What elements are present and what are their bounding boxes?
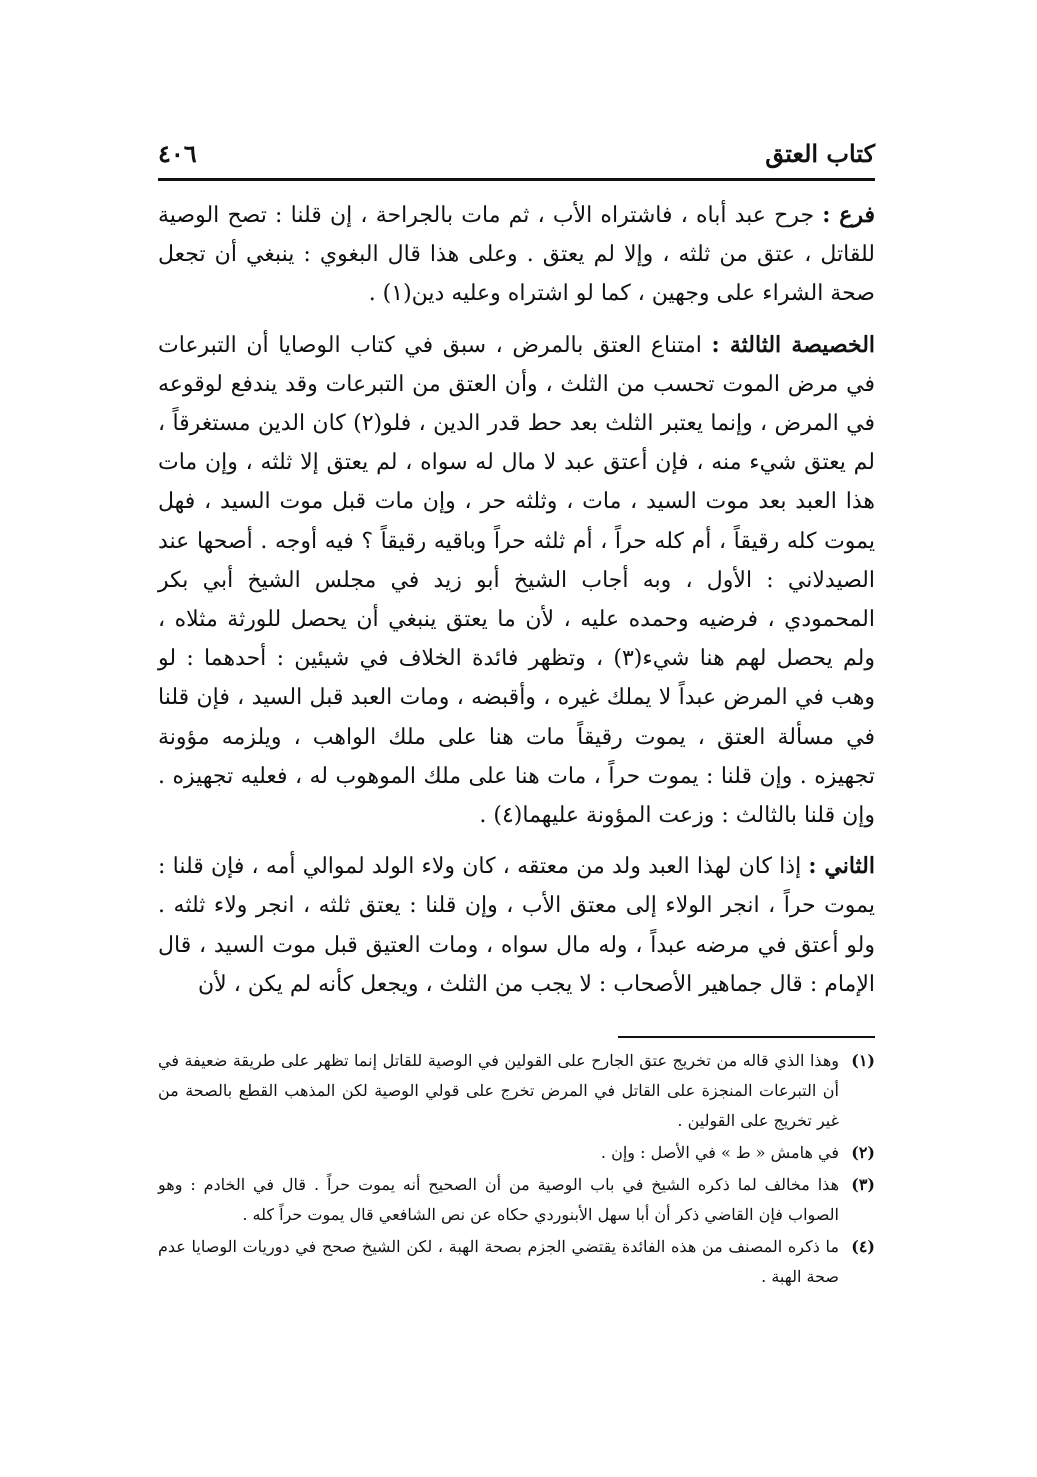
paragraph-text: جرح عبد أباه ، فاشتراه الأب ، ثم مات بالجراحة ، إن قلنا : تصح الوصية للقاتل ، عتق من ثلثه ، وإلا لم يعتق . وعلى هذا قال البغوي : ينبغي أن تجعل صحة الشراء على وجهين ، كما لو اشتراه وعليه دين(١) .	[158, 203, 875, 307]
page-header	[158, 133, 875, 173]
footnote	[158, 1170, 875, 1230]
paragraph-lead: الخصيصة الثالثة :	[711, 331, 876, 358]
footnote-text: في هامش « ط » في الأصل : وإن .	[600, 1143, 839, 1162]
footnote	[158, 1046, 875, 1136]
footnote	[158, 1232, 875, 1292]
footnote-number: (٣)	[851, 1175, 875, 1194]
footnote-number: (٢)	[851, 1143, 875, 1162]
paragraph-third-feature	[158, 326, 875, 836]
header-divider	[158, 178, 875, 181]
footnote-number: (١)	[851, 1051, 875, 1070]
footnote-text: ما ذكره المصنف من هذه الفائدة يقتضي الجزم بصحة الهبة ، لكن الشيخ صحح في دوريات الوصايا عدم صحة الهبة .	[158, 1237, 839, 1286]
running-title: كتاب العتق	[765, 139, 875, 168]
paragraph-text: امتناع العتق بالمرض ، سبق في كتاب الوصايا أن التبرعات في مرض الموت تحسب من الثلث ، وأن العتق من التبرعات وقد يندفع لوقوعه في المرض ، وإنما يعتبر الثلث بعد حط قدر الدين ، فلو(٢) كان الدين مستغرقاً ، لم يعتق شيء منه ، فإن أعتق عبد لا مال له سواه ، لم يعتق إلا ثلثه ، وإن مات هذا العبد بعد موت السيد ، مات ، وثلثه حر ، وإن مات قبل موت السيد ، فهل يموت كله رقيقاً ، أم كله حراً ، أم ثلثه حراً وباقيه رقيقاً ؟ فيه أوجه . أصحها عند الصيدلاني : الأول ، وبه أجاب الشيخ أبو زيد في مجلس الشيخ أبي بكر المحمودي ، فرضيه وحمده عليه ، لأن ما يعتق ينبغي أن يحصل للورثة مثلاه ، ولم يحصل لهم هنا شيء(٣) ، وتظهر فائدة الخلاف في شيئين : أحدهما : لو وهب في المرض عبداً لا يملك غيره ، وأقبضه ، ومات العبد قبل السيد ، فإن قلنا في مسألة العتق ، يموت رقيقاً مات هنا على ملك الواهب ، ويلزمه مؤونة تجهيزه . وإن قلنا : يموت حراً ، مات هنا على ملك الموهوب له ، فعليه تجهيزه . وإن قلنا بالثالث : وزعت المؤونة عليهما(٤) .	[158, 332, 875, 829]
main-text	[158, 196, 875, 1004]
footnote	[158, 1138, 875, 1168]
paragraph-branch	[158, 196, 875, 314]
paragraph-text: إذا كان لهذا العبد ولد من معتقه ، كان ولاء الولد لموالي أمه ، فإن قلنا : يموت حراً ، انجر الولاء إلى معتق الأب ، وإن قلنا : يعتق ثلثه ، انجر ولاء ثلثه . ولو أعتق في مرضه عبداً ، وله مال سواه ، ومات العتيق قبل موت السيد ، قال الإمام : قال جماهير الأصحاب : لا يجب من الثلث ، ويجعل كأنه لم يكن ، لأن	[158, 854, 875, 997]
page-number: ٤٠٦	[158, 139, 197, 168]
paragraph-second	[158, 847, 875, 1004]
book-page	[158, 0, 875, 1477]
paragraph-lead: فرع :	[822, 202, 876, 228]
footnote-divider	[618, 1036, 875, 1038]
footnote-number: (٤)	[851, 1237, 875, 1256]
paragraph-lead: الثاني :	[808, 853, 876, 880]
footnote-text: وهذا الذي قاله من تخريج عتق الجارح على القولين في الوصية للقاتل إنما تظهر على طريقة ضعيفة في أن التبرعات المنجزة على القاتل في المرض تخرج على قولي الوصية لكن المذهب القطع بالصحة من غير تخريج على القولين .	[158, 1051, 839, 1130]
footnotes	[158, 1046, 875, 1294]
footnote-text: هذا مخالف لما ذكره الشيخ في باب الوصية من أن الصحيح أنه يموت حراً . قال في الخادم : وهو الصواب فإن القاضي ذكر أن أبا سهل الأبنوردي حكاه عن نص الشافعي قال يموت حراً كله .	[158, 1175, 840, 1224]
